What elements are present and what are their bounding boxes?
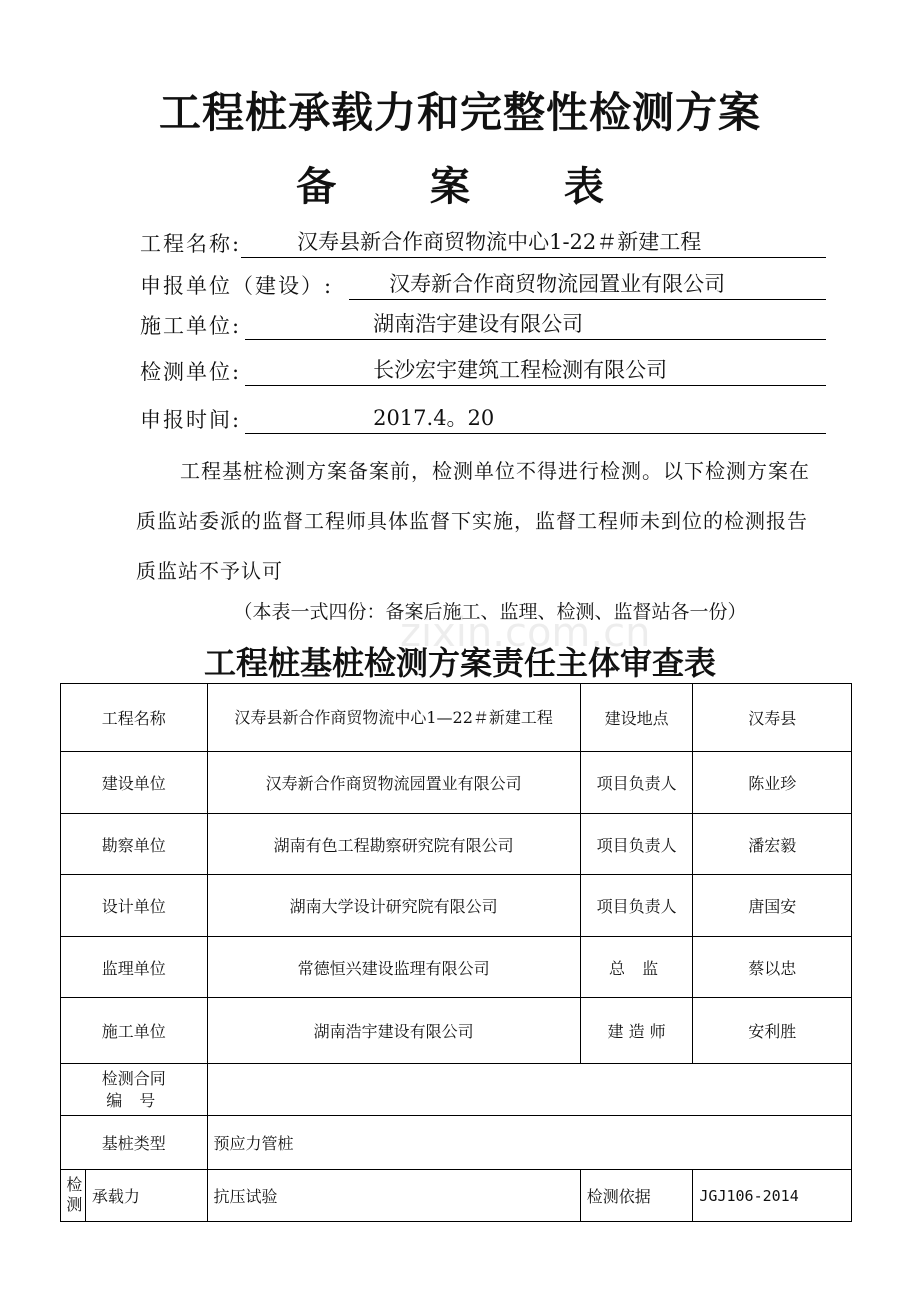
table-row	[61, 752, 852, 814]
table-cell-value: 蔡以忠	[693, 937, 852, 998]
table-cell-label: 总 监	[580, 937, 693, 998]
field-label: 施工单位:	[140, 314, 242, 338]
table-row	[61, 875, 852, 937]
field-value: 汉寿县新合作商贸物流中心1-22＃新建工程	[297, 230, 702, 254]
table-cell-value: 湖南有色工程勘察研究院有限公司	[207, 814, 580, 875]
table-row	[61, 937, 852, 998]
copies-note: （本表一式四份：备案后施工、监理、检测、监督站各一份）	[233, 601, 747, 623]
table-cell-label: 设计单位	[61, 875, 208, 937]
field-applicant	[140, 270, 826, 300]
table-cell-value: 唐国安	[693, 875, 852, 937]
table-cell-value: 汉寿县	[693, 684, 852, 752]
capacity-value: 抗压试验	[207, 1170, 580, 1222]
table-cell-label: 建设单位	[61, 752, 208, 814]
basis-value: JGJ106-2014	[693, 1170, 852, 1222]
filing-notice: 工程基桩检测方案备案前，检测单位不得进行检测。以下检测方案在质监站委派的监督工程师具体监督下实施，监督工程师未到位的检测报告质监站不予认可	[136, 459, 810, 583]
table-row	[61, 814, 852, 875]
table-row	[61, 1116, 852, 1170]
table-row	[61, 684, 852, 752]
contract-number-value	[207, 1064, 852, 1116]
table-cell-value: 湖南大学设计研究院有限公司	[207, 875, 580, 937]
table-cell-value: 陈业珍	[693, 752, 852, 814]
document-subtitle: 备 案 表	[296, 163, 644, 210]
review-table	[60, 683, 852, 1222]
pile-type-value: 预应力管桩	[207, 1116, 852, 1170]
table-cell-label: 工程名称	[61, 684, 208, 752]
watermark: zixin.com.cn	[400, 610, 651, 656]
table-cell-value: 安利胜	[693, 998, 852, 1064]
table-cell-label: 项目负责人	[580, 875, 693, 937]
field-project-name	[140, 228, 826, 258]
contract-label-line2: 编 号	[106, 1090, 162, 1110]
table-title: 工程桩基桩检测方案责任主体审查表	[203, 644, 716, 682]
field-label: 申报时间:	[140, 408, 242, 432]
table-cell-label: 项目负责人	[580, 814, 693, 875]
field-value: 汉寿新合作商贸物流园置业有限公司	[389, 272, 726, 296]
capacity-label: 承载力	[85, 1170, 207, 1222]
field-value: 湖南浩宇建设有限公司	[373, 312, 584, 336]
table-cell-value: 湖南浩宇建设有限公司	[207, 998, 580, 1064]
table-cell-label: 建 造 师	[580, 998, 693, 1064]
table-row	[61, 1170, 852, 1222]
table-cell-label: 施工单位	[61, 998, 208, 1064]
field-submit-date	[140, 404, 826, 434]
field-value: 2017.4。20	[373, 406, 495, 430]
table-cell-label: 基桩类型	[61, 1116, 208, 1170]
table-cell-value: 潘宏毅	[693, 814, 852, 875]
table-cell-value: 汉寿新合作商贸物流园置业有限公司	[207, 752, 580, 814]
table-row	[61, 1064, 852, 1116]
table-cell-label: 勘察单位	[61, 814, 208, 875]
table-cell-value: 常德恒兴建设监理有限公司	[207, 937, 580, 998]
table-cell-value: 汉寿县新合作商贸物流中心1—22＃新建工程	[207, 684, 580, 752]
field-label: 申报单位（建设）:	[140, 274, 334, 298]
field-testing-unit	[140, 356, 826, 386]
contract-label-line1: 检测合同	[101, 1068, 166, 1088]
table-cell-label: 建设地点	[580, 684, 693, 752]
document-title: 工程桩承载力和完整性检测方案	[158, 88, 761, 137]
table-cell-label: 项目负责人	[580, 752, 693, 814]
field-value: 长沙宏宇建筑工程检测有限公司	[373, 358, 668, 382]
field-label: 检测单位:	[140, 360, 242, 384]
detect-label: 检测	[61, 1170, 86, 1222]
table-cell-label	[61, 1064, 208, 1116]
table-cell-label: 监理单位	[61, 937, 208, 998]
basis-label: 检测依据	[580, 1170, 693, 1222]
field-contractor	[140, 310, 826, 340]
field-label: 工程名称:	[140, 232, 242, 256]
table-row	[61, 998, 852, 1064]
